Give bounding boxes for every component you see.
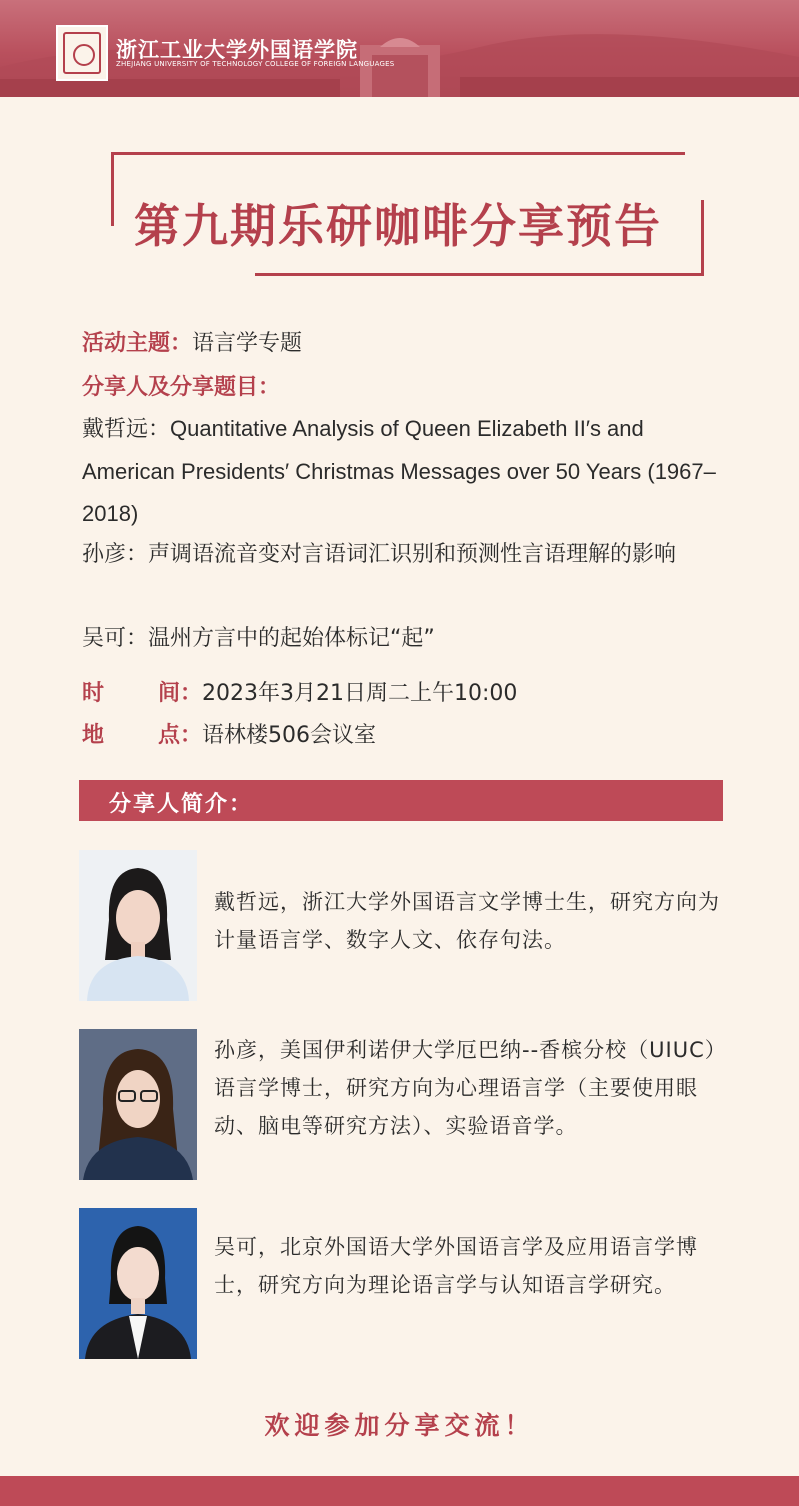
bio-text: 孙彦，美国伊利诺伊大学厄巴纳--香槟分校（UIUC）语言学博士，研究方向为心理语言学（主要使用眼动、脑电等研究方法）、实验语音学。 bbox=[214, 1038, 717, 1138]
speaker-photo bbox=[79, 1029, 197, 1180]
speaker-photo bbox=[79, 850, 197, 1001]
talk-item bbox=[82, 617, 722, 660]
talk-speaker: 吴可： bbox=[82, 626, 149, 651]
bio-heading: 分享人简介： bbox=[109, 792, 254, 817]
talk-item bbox=[82, 408, 722, 535]
talk-topic: 温州方言中的起始体标记“起” bbox=[148, 626, 435, 651]
place-label-b: 点： bbox=[158, 723, 203, 748]
talk-speaker: 戴哲远： bbox=[82, 417, 171, 442]
speakers-heading: 分享人及分享题目： bbox=[82, 375, 281, 400]
time-row bbox=[82, 676, 517, 707]
theme-value: 语言学专题 bbox=[192, 331, 303, 356]
talk-speaker: 孙彦： bbox=[82, 542, 149, 567]
bio-section-bar bbox=[79, 780, 723, 821]
time-label-b: 间： bbox=[158, 681, 203, 706]
school-name: 浙江工业大学外国语学院 bbox=[116, 37, 358, 62]
place-value: 语林楼506会议室 bbox=[202, 723, 377, 748]
bio-text: 戴哲远，浙江大学外国语言文学博士生，研究方向为计量语言学、数字人文、依存句法。 bbox=[214, 890, 720, 952]
talk-topic: Quantitative Analysis of Queen Elizabeth II′s and American Presidents′ Christmas Messages over 50 Years (1967–2018) bbox=[82, 416, 716, 526]
page-title: 第九期乐研咖啡分享预告 bbox=[134, 199, 662, 253]
welcome-text: 欢迎参加分享交流！ bbox=[264, 1411, 535, 1440]
bio-text: 吴可，北京外国语大学外国语言学及应用语言学博士，研究方向为理论语言学与认知语言学研究。 bbox=[214, 1235, 698, 1297]
footer-bar bbox=[0, 1476, 799, 1506]
place-label-a: 地 bbox=[82, 723, 105, 748]
time-value: 2023年3月21日周二上午10:00 bbox=[202, 681, 518, 706]
header-banner bbox=[0, 0, 799, 97]
portrait-image bbox=[79, 1208, 197, 1359]
theme-label: 活动主题： bbox=[82, 331, 193, 356]
place-row bbox=[82, 718, 376, 749]
talk-topic: 声调语流音变对言语词汇识别和预测性言语理解的影响 bbox=[148, 542, 677, 567]
seal-icon bbox=[63, 32, 101, 74]
school-name-en: ZHEJIANG UNIVERSITY OF TECHNOLOGY COLLEGE OF FOREIGN LANGUAGES bbox=[116, 60, 395, 68]
talk-item bbox=[82, 533, 722, 576]
speaker-photo bbox=[79, 1208, 197, 1359]
time-label-a: 时 bbox=[82, 681, 105, 706]
portrait-image bbox=[79, 850, 197, 1001]
theme-row bbox=[82, 326, 302, 357]
portrait-image bbox=[79, 1029, 197, 1180]
school-logo bbox=[56, 25, 108, 81]
